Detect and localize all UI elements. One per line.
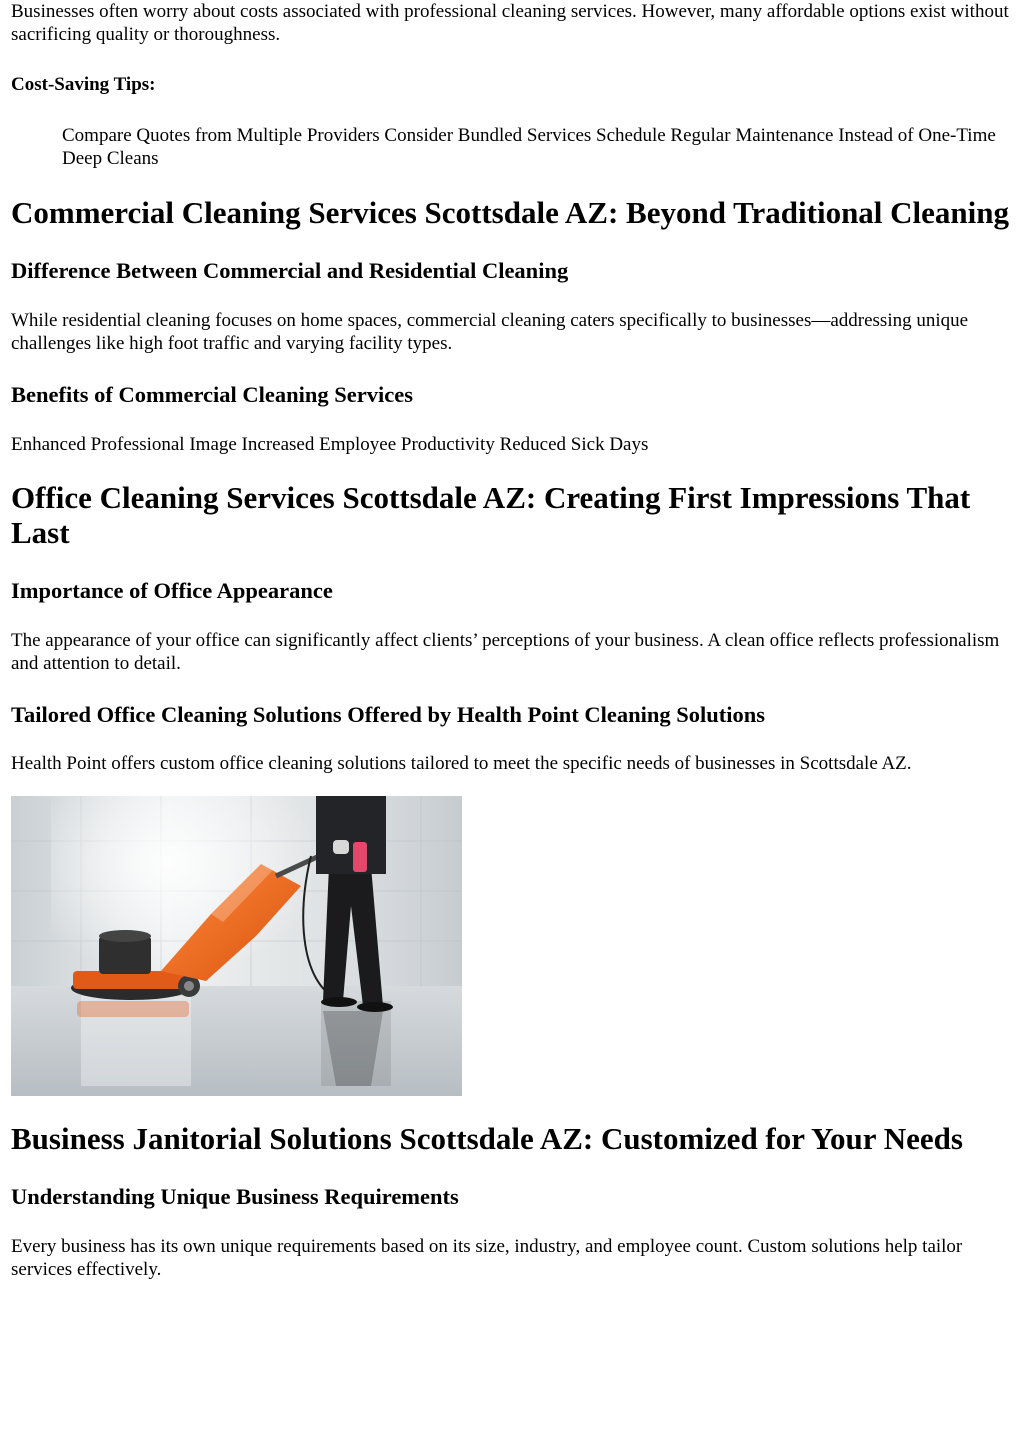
intro-paragraph: Businesses often worry about costs associated with professional cleaning services. However, many affordable options exist without sacrificing quality or thoroughness. xyxy=(11,1,1009,45)
difference-paragraph: While residential cleaning focuses on home spaces, commercial cleaning caters specifically to businesses—addressing unique challenges like high foot traffic and varying facility types. xyxy=(11,310,969,354)
requirements-heading: Understanding Unique Business Requirements xyxy=(11,1184,459,1209)
tailored-heading: Tailored Office Cleaning Solutions Offered by Health Point Cleaning Solutions xyxy=(11,702,766,727)
floor-polisher-image xyxy=(11,796,462,1096)
floor-polisher-photo xyxy=(11,796,462,1096)
janitorial-title: Business Janitorial Solutions Scottsdale AZ: Customized for Your Needs xyxy=(11,1121,963,1156)
appearance-paragraph: The appearance of your office can significantly affect clients’ perceptions of your business. A clean office reflects professionalism and attention to detail. xyxy=(11,630,1000,674)
appearance-heading: Importance of Office Appearance xyxy=(11,578,333,603)
cost-saving-heading: Cost-Saving Tips: xyxy=(11,74,156,95)
benefits-heading: Benefits of Commercial Cleaning Services xyxy=(11,382,414,407)
benefits-paragraph: Enhanced Professional Image Increased Employee Productivity Reduced Sick Days xyxy=(11,434,649,455)
requirements-paragraph: Every business has its own unique requirements based on its size, industry, and employee count. Custom solutions help tailor services effectively. xyxy=(11,1236,963,1280)
office-title: Office Cleaning Services Scottsdale AZ: Creating First Impressions That Last xyxy=(11,480,971,550)
cost-saving-tips: Compare Quotes from Multiple Providers Consider Bundled Services Schedule Regular Maintenance Instead of One-Time Deep Cleans xyxy=(62,125,996,169)
tailored-paragraph: Health Point offers custom office cleaning solutions tailored to meet the specific needs of businesses in Scottsdale AZ. xyxy=(11,753,912,774)
difference-heading: Difference Between Commercial and Residential Cleaning xyxy=(11,258,569,283)
commercial-title: Commercial Cleaning Services Scottsdale AZ: Beyond Traditional Cleaning xyxy=(11,195,1010,230)
